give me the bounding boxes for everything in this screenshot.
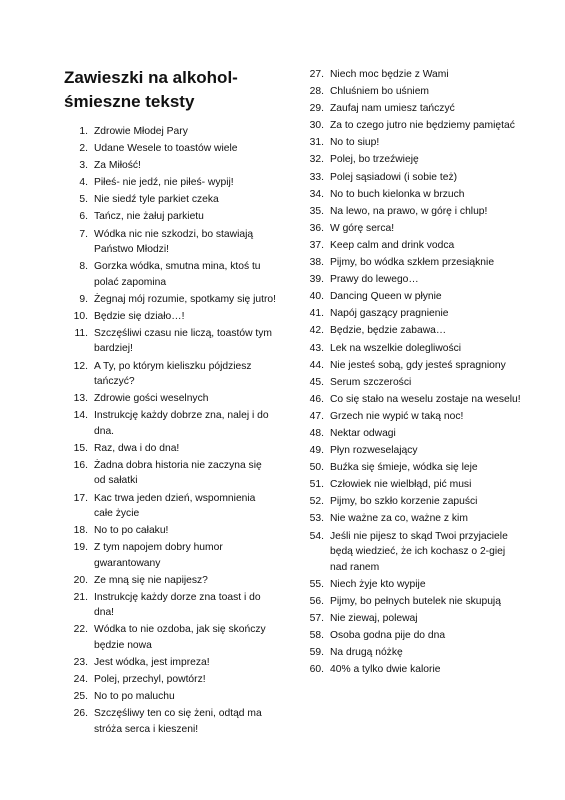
list-item — [307, 426, 522, 442]
list-item-text: Szczęśliwi czasu nie liczą, toastów tym bardziej! — [94, 327, 272, 355]
list-item-text: Buźka się śmieje, wódka się leje — [330, 462, 478, 474]
list-item-text: Osoba godna pije do dna — [330, 629, 446, 641]
list-item-number: 54. — [309, 530, 324, 542]
toast-list-left-column — [66, 124, 276, 739]
list-item — [66, 326, 276, 357]
list-item-number: 18. — [73, 525, 88, 537]
toast-list-right-column — [307, 67, 522, 679]
list-item-text: Pijmy, bo wódka szkłem przesiąknie — [330, 257, 495, 269]
list-item-number: 11. — [74, 327, 88, 339]
list-item-text: Instrukcję każdy dorze zna toast i do dna! — [94, 591, 261, 619]
list-item-text: Napój gaszący pragnienie — [330, 308, 449, 320]
list-item-text: Pijmy, bo pełnych butelek nie skupują — [330, 595, 501, 607]
list-item — [66, 689, 276, 705]
list-item-text: Za Miłość! — [94, 160, 141, 172]
list-item — [66, 523, 276, 539]
list-item-number: 29. — [309, 103, 324, 115]
list-item-number: 28. — [309, 86, 324, 98]
list-item-text: No to siup! — [330, 137, 380, 149]
list-item-text: Będzie się działo…! — [94, 310, 185, 322]
list-item-number: 42. — [309, 325, 324, 337]
list-item-text: Gorzka wódka, smutna mina, ktoś tu polać zapomina — [94, 261, 261, 288]
list-item — [307, 529, 522, 576]
list-item-number: 39. — [309, 274, 324, 286]
list-item — [307, 67, 522, 83]
list-item-text: Żadna dobra historia nie zaczyna się od sałatki — [94, 459, 262, 487]
list-item — [307, 392, 522, 408]
list-item — [66, 706, 276, 737]
list-item-number: 53. — [309, 513, 324, 525]
list-item-number: 51. — [309, 479, 324, 491]
list-item-text: Wódka to nie ozdoba, jak się skończy będzie nowa — [94, 624, 266, 651]
list-item-number: 38. — [309, 257, 324, 269]
list-item-number: 12. — [73, 360, 88, 372]
list-item-number: 22. — [73, 624, 88, 636]
list-item-number: 31. — [309, 137, 324, 149]
list-item-number: 32. — [309, 154, 324, 166]
list-item-number: 35. — [309, 205, 324, 217]
list-item — [307, 306, 522, 322]
list-item — [66, 458, 276, 489]
list-item — [66, 158, 276, 174]
list-item — [307, 645, 522, 661]
list-item — [66, 441, 276, 457]
list-item — [307, 628, 522, 644]
list-item-text: Polej, przechyl, powtórz! — [94, 674, 206, 686]
list-item-number: 30. — [309, 120, 324, 132]
list-item-text: Zaufaj nam umiesz tańczyć — [330, 103, 455, 115]
list-item — [307, 135, 522, 151]
list-item — [307, 611, 522, 627]
list-item-text: Szczęśliwy ten co się żeni, odtąd ma stróża serca i kieszeni! — [94, 708, 262, 735]
list-item — [307, 511, 522, 527]
list-item-text: Za to czego jutro nie będziemy pamiętać — [330, 120, 515, 132]
list-item-number: 59. — [309, 647, 324, 658]
list-item-number: 45. — [309, 376, 324, 388]
list-item-number: 52. — [309, 496, 324, 508]
list-item-number: 23. — [73, 657, 88, 669]
list-item — [66, 672, 276, 688]
list-item-number: 17. — [73, 492, 88, 504]
list-item-text: Niech żyje kto wypije — [330, 578, 426, 590]
list-item-number: 5. — [79, 194, 88, 206]
list-item — [66, 590, 276, 621]
list-item-number: 33. — [309, 171, 324, 183]
list-item-number: 58. — [309, 629, 324, 641]
list-item — [307, 289, 522, 305]
list-item — [66, 655, 276, 671]
list-item-number: 14. — [73, 410, 88, 422]
list-item-text: Jeśli nie pijesz to skąd Twoi przyjaciele będą wiedzieć, że ich kochasz o 2-giej nad ranem — [330, 530, 508, 573]
list-item-number: 46. — [309, 393, 324, 405]
list-item-text: Nie jesteś sobą, gdy jesteś spragniony — [330, 359, 506, 371]
list-item-text: No to po maluchu — [94, 691, 175, 703]
list-item — [307, 152, 522, 168]
list-item — [66, 573, 276, 589]
list-item — [66, 408, 276, 439]
list-item — [307, 358, 522, 374]
list-item-text: Grzech nie wypić w taką noc! — [330, 410, 464, 422]
list-item — [307, 409, 522, 425]
list-item-text: Nie ziewaj, polewaj — [330, 612, 418, 624]
list-item-number: 44. — [309, 359, 324, 371]
list-item-text: Płyn rozweselający — [330, 445, 418, 457]
list-item-number: 25. — [73, 691, 88, 703]
list-item-text: Chluśniem bo uśniem — [330, 86, 430, 98]
list-item-text: Z tym napojem dobry humor gwarantowany — [94, 542, 223, 569]
list-item-text: Prawy do lewego… — [330, 274, 419, 286]
list-item-text: No to po całaku! — [94, 525, 169, 537]
list-item-number: 41. — [309, 308, 324, 320]
list-item — [307, 170, 522, 186]
list-item-number: 36. — [309, 222, 324, 234]
list-item — [307, 238, 522, 254]
list-item-text: No to buch kielonka w brzuch — [330, 188, 465, 200]
list-item-number: 50. — [309, 462, 324, 474]
list-item-text: Zdrowie Młodej Pary — [94, 126, 188, 137]
list-item — [66, 124, 276, 140]
list-item-number: 48. — [309, 427, 324, 439]
list-item — [66, 227, 276, 258]
list-item — [307, 577, 522, 593]
list-item — [66, 141, 276, 157]
list-item-text: Dancing Queen w płynie — [330, 291, 442, 303]
list-item-number: 37. — [309, 239, 324, 251]
list-item — [66, 192, 276, 208]
list-item-number: 26. — [73, 708, 88, 720]
list-item — [66, 540, 276, 571]
list-item-text: Nie siedź tyle parkiet czeka — [94, 194, 219, 206]
list-item-text: Instrukcję każdy dobrze zna, nalej i do dna. — [94, 410, 269, 437]
list-item-text: 40% a tylko dwie kalorie — [330, 664, 441, 676]
page-title-line-1: Zawieszki na alkohol- — [64, 68, 238, 87]
list-item-text: A Ty, po którym kieliszku pójdziesz tańczyć? — [94, 360, 252, 388]
list-item-text: Nie ważne za co, ważne z kim — [330, 513, 468, 525]
list-item — [66, 491, 276, 522]
list-item-text: Co się stało na weselu zostaje na weselu! — [330, 393, 521, 405]
list-item — [307, 594, 522, 610]
list-item-text: W górę serca! — [330, 222, 395, 234]
list-item — [307, 662, 522, 678]
list-item-text: Polej, bo trzeźwieję — [330, 154, 419, 166]
list-item — [307, 118, 522, 134]
list-item — [307, 221, 522, 237]
list-item-text: Keep calm and drink vodca — [330, 239, 455, 251]
list-item-number: 10. — [73, 310, 88, 322]
list-item-text: Lek na wszelkie dolegliwości — [330, 342, 462, 354]
list-item-text: Piłeś- nie jedź, nie piłeś- wypij! — [94, 177, 234, 189]
list-item — [66, 292, 276, 308]
list-item-number: 20. — [73, 574, 88, 586]
list-item-number: 16. — [73, 459, 88, 471]
list-item-number: 43. — [309, 342, 324, 354]
list-item-text: Jest wódka, jest impreza! — [94, 657, 210, 669]
list-item-text: Serum szczerości — [330, 376, 412, 388]
list-item — [307, 443, 522, 459]
list-item — [307, 494, 522, 510]
list-item — [307, 375, 522, 391]
list-item-text: Ze mną się nie napijesz? — [94, 574, 208, 586]
list-item-text: Człowiek nie wielbłąd, pić musi — [330, 479, 472, 491]
list-item-text: Polej sąsiadowi (i sobie też) — [330, 171, 458, 183]
list-item-number: 13. — [73, 393, 88, 405]
list-item — [307, 341, 522, 357]
list-item-number: 19. — [73, 542, 88, 554]
list-item — [66, 175, 276, 191]
list-item — [66, 209, 276, 225]
list-item — [307, 460, 522, 476]
list-item-text: Pijmy, bo szkło korzenie zapuści — [330, 496, 478, 508]
list-item — [307, 187, 522, 203]
list-item — [307, 323, 522, 339]
list-item-number: 47. — [309, 410, 324, 422]
list-item — [307, 204, 522, 220]
list-item — [307, 101, 522, 117]
list-item-number: 34. — [309, 188, 324, 200]
list-item — [307, 272, 522, 288]
page-title-line-2: śmieszne teksty — [64, 92, 195, 111]
list-item-number: 57. — [309, 612, 324, 624]
list-item-number: 24. — [73, 674, 88, 686]
list-item-number: 3. — [79, 160, 88, 172]
list-item-number: 15. — [73, 442, 88, 454]
list-item — [307, 477, 522, 493]
list-item-text: Wódka nic nie szkodzi, bo stawiają Państwo Młodzi! — [94, 228, 254, 256]
list-item-number: 55. — [309, 578, 324, 590]
list-item-number: 4. — [79, 177, 88, 189]
list-item-number: 2. — [79, 143, 88, 155]
list-item — [66, 309, 276, 325]
list-item-text: Tańcz, nie żałuj parkietu — [94, 211, 204, 223]
list-item — [66, 391, 276, 407]
list-item-number: 21. — [73, 591, 88, 603]
list-item-number: 56. — [309, 595, 324, 607]
list-item-number: 40. — [309, 291, 324, 303]
list-item-text: Nektar odwagi — [330, 427, 396, 439]
list-item-text: Zdrowie gości weselnych — [94, 393, 209, 405]
list-item-text: Żegnaj mój rozumie, spotkamy się jutro! — [94, 293, 276, 305]
list-item-text: Na drugą nóżkę — [330, 647, 403, 658]
list-item — [66, 359, 276, 390]
list-item-number: 60. — [309, 664, 324, 676]
list-item — [307, 255, 522, 271]
list-item-number: 7. — [79, 228, 88, 240]
list-item-text: Kac trwa jeden dzień, wspomnienia całe życie — [94, 492, 256, 519]
list-item — [307, 84, 522, 100]
page-title — [64, 66, 264, 114]
list-item-number: 27. — [309, 69, 324, 80]
list-item — [66, 622, 276, 653]
list-item-text: Raz, dwa i do dna! — [94, 442, 180, 454]
list-item — [66, 259, 276, 290]
list-item-text: Na lewo, na prawo, w górę i chlup! — [330, 205, 488, 217]
list-item-text: Udane Wesele to toastów wiele — [94, 143, 238, 155]
list-item-number: 1. — [79, 126, 88, 137]
list-item-number: 8. — [79, 261, 88, 273]
list-item-number: 49. — [309, 445, 324, 457]
list-item-text: Niech moc będzie z Wami — [330, 69, 449, 80]
list-item-number: 6. — [79, 211, 88, 223]
list-item-number: 9. — [79, 293, 88, 305]
list-item-text: Będzie, będzie zabawa… — [330, 325, 447, 337]
